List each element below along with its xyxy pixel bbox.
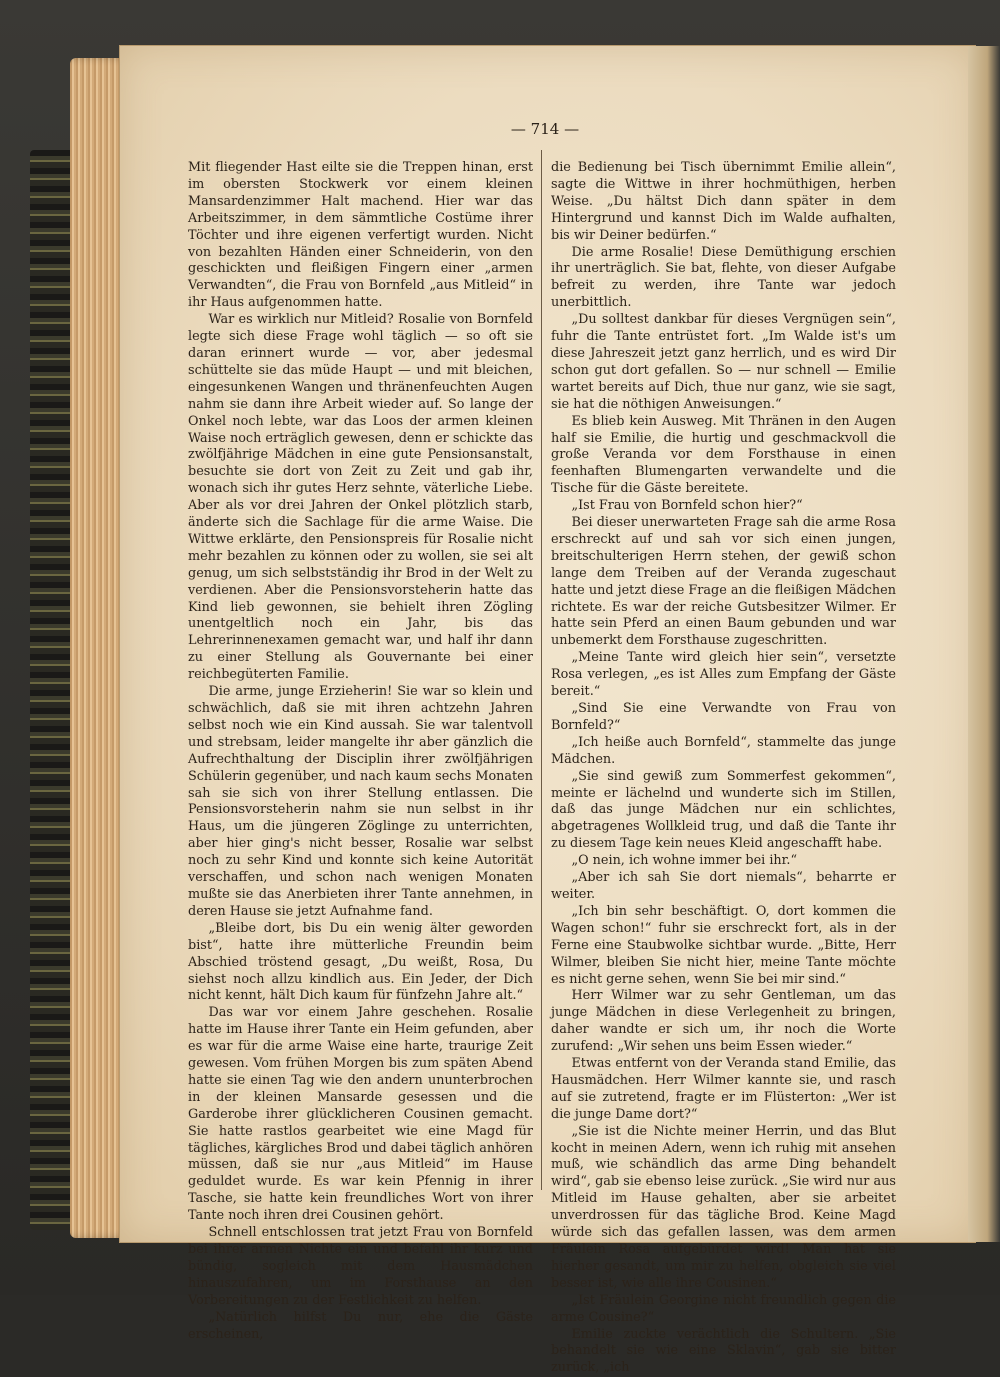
paragraph: „Ist Frau von Bornfeld schon hier?“ xyxy=(571,498,803,514)
paragraph: „Natürlich hilfst Du nur, ehe die Gäste erscheinen, xyxy=(188,1309,533,1342)
paragraph: „Sie sind gewiß zum Sommerfest gekommen“, meinte er lächelnd und wunderte sich im Stillen, daß das junge Mädchen nur ein schlichtes, abgetragenes Wollkleid trug, und daß die Tante ihr zu diesem Tage kein neues Kleid angeschafft habe. xyxy=(551,768,896,852)
paragraph: Mit fliegender Hast eilte sie die Treppen hinan, erst im obersten Stockwerk vor einem kleinen Mansardenzimmer Halt machend. Hier war das Arbeitszimmer, in dem sämmtliche Costüme ihrer Töchter und ihre eigenen verfertigt wurden. Nicht von bezahlten Händen einer Schneiderin, von den geschickten und fleißigen Fingern einer „armen Verwandten“, die Frau von Bornfeld „aus Mitleid“ in ihr Haus aufgenommen hatte. xyxy=(188,160,533,311)
right-page-edge xyxy=(968,46,1000,1242)
paragraph: Schnell entschlossen trat jetzt Frau von Bornfeld bei ihrer armen Nichte ein und befahl ihr kurz und bündig, sogleich mit dem Hausmädchen hinauszufahren, um im Forsthause an den Vorbereitungen zu der Festlichkeit zu helfen. xyxy=(188,1225,533,1308)
paragraph: „Ist Fräulein Georgine nicht freundlich gegen die arme Cousine?“ xyxy=(551,1292,896,1325)
paragraph: „Meine Tante wird gleich hier sein“, versetzte Rosa verlegen, „es ist Alles zum Empfang der Gäste bereit.“ xyxy=(551,650,896,700)
paragraph: Die arme Rosalie! Diese Demüthigung erschien ihr unerträglich. Sie bat, flehte, von dieser Aufgabe befreit zu werden, ihre Tante war jedoch unerbittlich. xyxy=(551,244,896,311)
paragraph: „Ich heiße auch Bornfeld“, stammelte das junge Mädchen. xyxy=(551,734,896,767)
left-text-column xyxy=(188,160,533,1343)
paragraph: „O nein, ich wohne immer bei ihr.“ xyxy=(571,853,797,869)
paragraph: Etwas entfernt von der Veranda stand Emilie, das Hausmädchen. Herr Wilmer kannte sie, und rasch auf sie zutretend, fragte er im Flüsterton: „Wer ist die junge Dame dort?“ xyxy=(551,1056,896,1122)
paragraph: Emilie zuckte verächtlich die Schultern. „Sie behandelt sie wie eine Sklavin“, gab sie bitter zurück, „ich xyxy=(551,1326,896,1376)
paragraph: „Sie ist die Nichte meiner Herrin, und das Blut kocht in meinen Adern, wenn ich ruhig mit ansehen muß, wie schändlich das arme Ding behandelt wird“, gab sie ebenso leise zurück. „Sie wird nur aus Mitleid im Hause gehalten, aber sie arbeitet unverdrossen für das tägliche Brod. Keine Magd würde sich das gefallen lassen, was dem armen Fräulein Rosa aufgebürdet wird! Man hat sie hierher gesandt, um mir zu helfen, obgleich sie viel besser ist, wie alle ihre Cousinen.“ xyxy=(551,1123,896,1291)
paragraph: „Ich bin sehr beschäftigt. O, dort kommen die Wagen schon!“ fuhr sie erschreckt fort, als in der Ferne eine Staubwolke sichtbar wurde. „Bitte, Herr Wilmer, bleiben Sie nicht hier, meine Tante möchte es nicht gerne sehen, wenn Sie bei mir sind.“ xyxy=(551,903,896,987)
paragraph: Das war vor einem Jahre geschehen. Rosalie hatte im Hause ihrer Tante ein Heim gefunden, aber es war für die arme Waise eine harte, traurige Zeit gewesen. Vom frühen Morgen bis zum späten Abend hatte sie einen Tag wie den andern ununterbrochen in der kleinen Mansarde gesessen und die Garderobe ihrer glücklicheren Cousinen gemacht. Sie hatte rastlos gearbeitet wie eine Magd für tägliches, kärgliches Brod und dabei täglich anhören müssen, daß sie nur „aus Mitleid“ im Hause geduldet wurde. Es war kein Pfennig in ihrer Tasche, sie hatte kein freundliches Wort von ihrer Tante noch ihren drei Cousinen gehört. xyxy=(188,1005,533,1224)
paragraph: Es blieb kein Ausweg. Mit Thränen in den Augen half sie Emilie, die hurtig und geschmackvoll die große Veranda vor dem Forsthause in einen feenhaften Blumengarten verwandelte und die Tische für die Gäste bereitete. xyxy=(551,413,896,497)
column-divider xyxy=(541,150,542,1190)
paragraph: Die arme, junge Erzieherin! Sie war so klein und schwächlich, daß sie mit ihren achtzehn Jahren selbst noch wie ein Kind aussah. Sie war talentvoll und strebsam, leider mangelte ihr aber gänzlich die Aufrechthaltung der Disciplin ihrer zwölfjährigen Schülerin gegenüber, und nach kaum sechs Monaten sah sie sich von ihrer Stellung entlassen. Die Pensionsvorsteherin nahm sie nun selbst in ihr Haus, um die jüngeren Zöglinge zu unterrichten, aber hier ging's nicht besser, Rosalie war selbst noch zu sehr Kind und konnte sich keine Autorität verschaffen, und schon nach wenigen Monaten mußte sie das Anerbieten ihrer Tante annehmen, in deren Hause sie jetzt Aufnahme fand. xyxy=(188,684,533,919)
paragraph: „Aber ich sah Sie dort niemals“, beharrte er weiter. xyxy=(551,870,896,902)
paragraph: Bei dieser unerwarteten Frage sah die arme Rosa erschreckt auf und sah vor sich einen jungen, breitschulterigen Herrn stehen, der gewiß schon lange dem Treiben auf der Veranda zugeschaut hatte und jetzt diese Frage an die fleißigen Mädchen richtete. Es war der reiche Gutsbesitzer Wilmer. Er hatte sein Pferd an einen Baum gebunden und war unbemerkt dem Forsthause zugeschritten. xyxy=(551,515,896,649)
paragraph: die Bedienung bei Tisch übernimmt Emilie allein“, sagte die Wittwe in ihrer hochmüthigen, herben Weise. „Du hältst Dich dann später in dem Hintergrund und kannst Dich im Walde aufhalten, bis wir Deiner bedürfen.“ xyxy=(551,160,896,243)
paragraph: War es wirklich nur Mitleid? Rosalie von Bornfeld legte sich diese Frage wohl täglich — so oft sie daran erinnert wurde — vor, aber jedesmal schüttelte sie das müde Haupt — und mit bleichen, eingesunkenen Wangen und thränenfeuchten Augen nahm sie dann ihre Arbeit wieder auf. So lange der Onkel noch lebte, war das Loos der armen kleinen Waise noch erträglich gewesen, denn er schickte das zwölfjährige Mädchen in eine gute Pensionsanstalt, besuchte sie dort von Zeit zu Zeit und gab ihr, wonach sich ihr gutes Herz sehnte, väterliche Liebe. Aber als vor drei Jahren der Onkel plötzlich starb, änderte sich die Sachlage für die arme Waise. Die Wittwe erklärte, den Pensionspreis für Rosalie nicht mehr bezahlen zu können oder zu wollen, sie sei alt genug, um sich selbstständig ihr Brod in der Welt zu verdienen. Aber die Pensionsvorsteherin hatte das Kind lieb gewonnen, sie behielt ihren Zögling unentgeltlich noch ein Jahr, bis das Lehrerinnenexamen gemacht war, und half ihr dann zu einer Stellung als Gouvernante bei einer reichbegüterten Familie. xyxy=(188,312,533,683)
paragraph: „Du solltest dankbar für dieses Vergnügen sein“, fuhr die Tante entrüstet fort. „Im Walde ist's um diese Jahreszeit jetzt ganz herrlich, und es wird Dir schon gut dort gefallen. So — nur schnell — Emilie wartet bereits auf Dich, thue nur ganz, wie sie sagt, sie hat die nöthigen Anweisungen.“ xyxy=(551,312,896,412)
right-text-column xyxy=(551,160,896,1377)
page-number: — 714 — xyxy=(510,120,580,138)
paragraph: Herr Wilmer war zu sehr Gentleman, um das junge Mädchen in diese Verlegenheit zu bringen, daher wandte er sich um, ihr noch die Worte zurufend: „Wir sehen uns beim Essen wieder.“ xyxy=(551,988,896,1055)
paragraph: „Sind Sie eine Verwandte von Frau von Bornfeld?“ xyxy=(551,701,896,733)
paragraph: „Bleibe dort, bis Du ein wenig älter geworden bist“, hatte ihre mütterliche Freundin beim Abschied tröstend gesagt, „Du weißt, Rosa, Du siehst noch allzu kindlich aus. Ein Jeder, der Dich nicht kennt, hält Dich kaum für fünfzehn Jahre alt.“ xyxy=(188,920,533,1004)
